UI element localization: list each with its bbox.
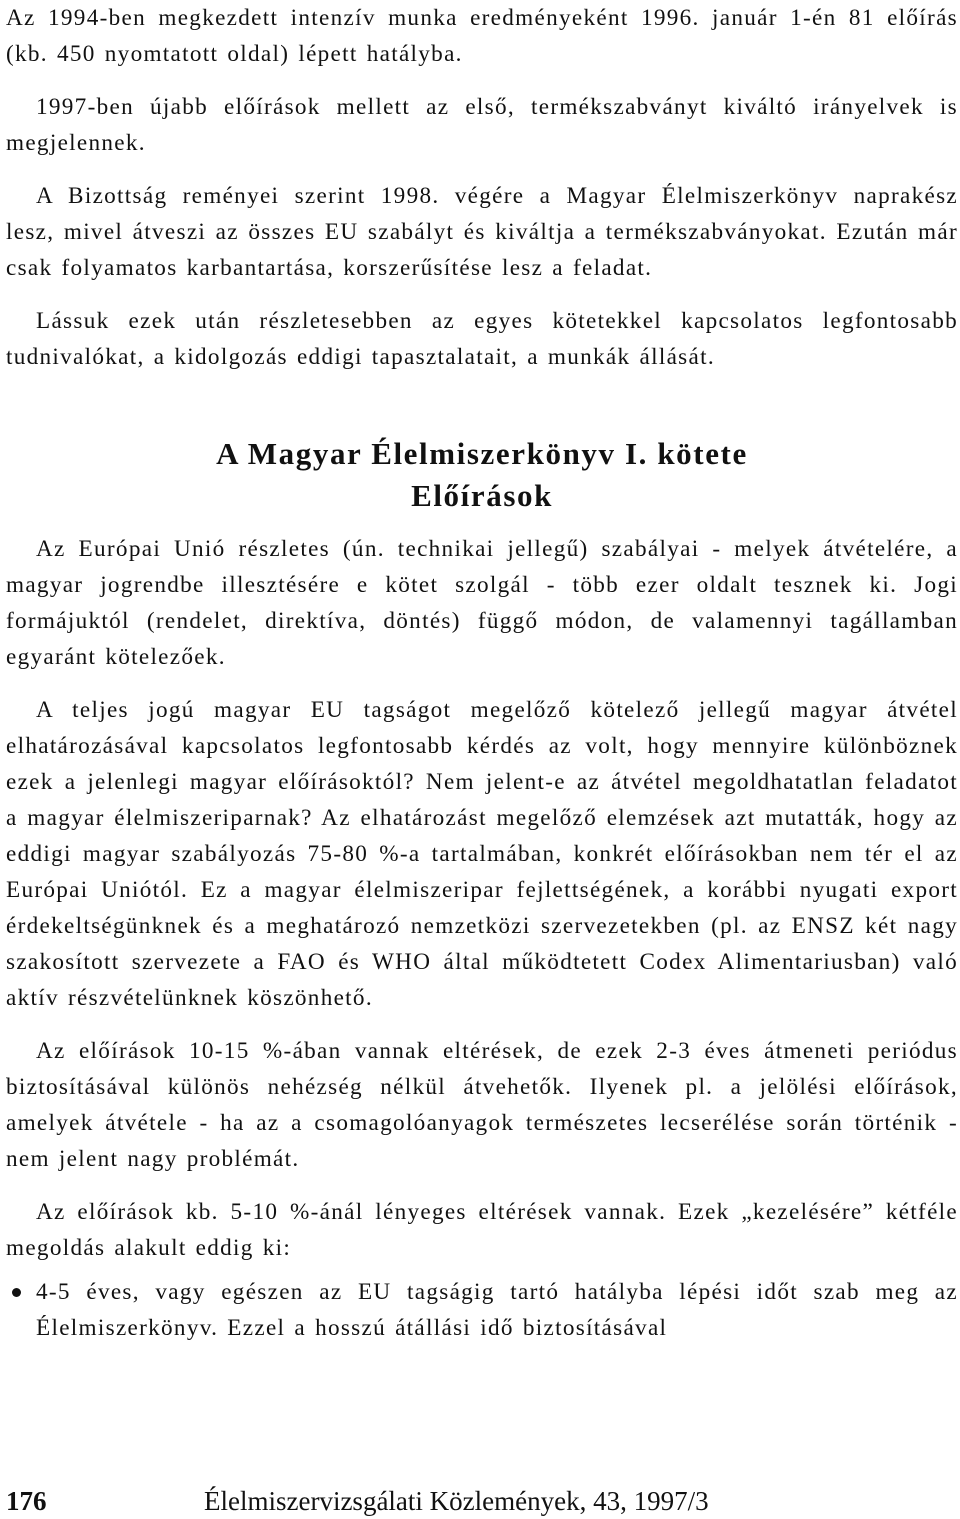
list-item-text: 4-5 éves, vagy egészen az EU tagságig tartó hatályba lépési időt szab meg az Élelmiszerkönyv. Ezzel a hosszú átállási idő biztosításával — [36, 1279, 958, 1341]
bullet-dot-icon — [12, 1288, 21, 1297]
bullet-list — [6, 1274, 958, 1346]
section-title: A Magyar Élelmiszerkönyv I. kötete — [216, 436, 748, 471]
section-subtitle: Előírások — [411, 478, 553, 513]
page-number: 176 — [6, 1486, 47, 1516]
paragraph: Az Európai Unió részletes (ún. technikai jellegű) szabályai - melyek átvételére, a magyar jogrendbe illesztésére e kötet szolgál - több ezer oldalt tesznek ki. Jogi formájuktól (rendelet, direktíva, döntés) függő módon, de valamennyi tagállamban egyaránt kötelezőek. — [6, 536, 958, 670]
document-page — [6, 0, 958, 1346]
list-item — [6, 1274, 958, 1346]
paragraph: Lássuk ezek után részletesebben az egyes kötetekkel kapcsolatos legfontosabb tudnivalókat, a kidolgozás eddigi tapasztalatait, a munkák állását. — [6, 308, 958, 370]
paragraph: A teljes jogú magyar EU tagságot megelőző kötelező jellegű magyar átvétel elhatározásával kapcsolatos legfontosabb kérdés az volt, hogy mennyire különböznek ezek a jelenlegi magyar előírásoktól? Nem jelent-e az átvétel megoldhatatlan feladatot a magyar élelmiszeriparnak? Az elhatározást megelőző elemzések azt mutatták, hogy az eddigi magyar szabályozás 75-80 %-a tartalmában, konkrét előírásokban nem tér el az Európai Uniótól. Ez a magyar élelmiszeripar fejlettségének, a korábbi nyugati export érdekeltségünknek és a meghatározó nemzetközi szervezetekben (pl. az ENSZ két nagy szakosított szervezete a FAO és WHO által működtetett Codex Alimentariusban) való aktív részvételünknek köszönhető. — [6, 697, 958, 1011]
journal-citation: Élelmiszervizsgálati Közlemények, 43, 1997/3 — [204, 1486, 709, 1516]
paragraph: Az előírások 10-15 %-ában vannak eltérések, de ezek 2-3 éves átmeneti periódus biztosításával különös nehézség nélkül átvehetők. Ilyenek pl. a jelölési előírások, amelyek átvétele - ha az a csomagolóanyagok természetes lecserélése során történik - nem jelent nagy problémát. — [6, 1038, 958, 1172]
paragraph: Az előírások kb. 5-10 %-ánál lényeges eltérések vannak. Ezek „kezelésére” kétféle megoldás alakult eddig ki: — [6, 1199, 958, 1261]
paragraph: A Bizottság reményei szerint 1998. végére a Magyar Élelmiszerkönyv naprakész lesz, mivel átveszi az összes EU szabályt és kiváltja a termékszabványokat. Ezután már csak folyamatos karbantartása, korszerűsítése lesz a feladat. — [6, 183, 958, 281]
page-footer — [6, 1484, 958, 1518]
paragraph: Az 1994-ben megkezdett intenzív munka eredményeként 1996. január 1-én 81 előírás (kb. 450 nyomtatott oldal) lépett hatályba. — [6, 5, 958, 67]
paragraph: 1997-ben újabb előírások mellett az első, termékszabványt kiváltó irányelvek is megjelennek. — [6, 94, 958, 156]
